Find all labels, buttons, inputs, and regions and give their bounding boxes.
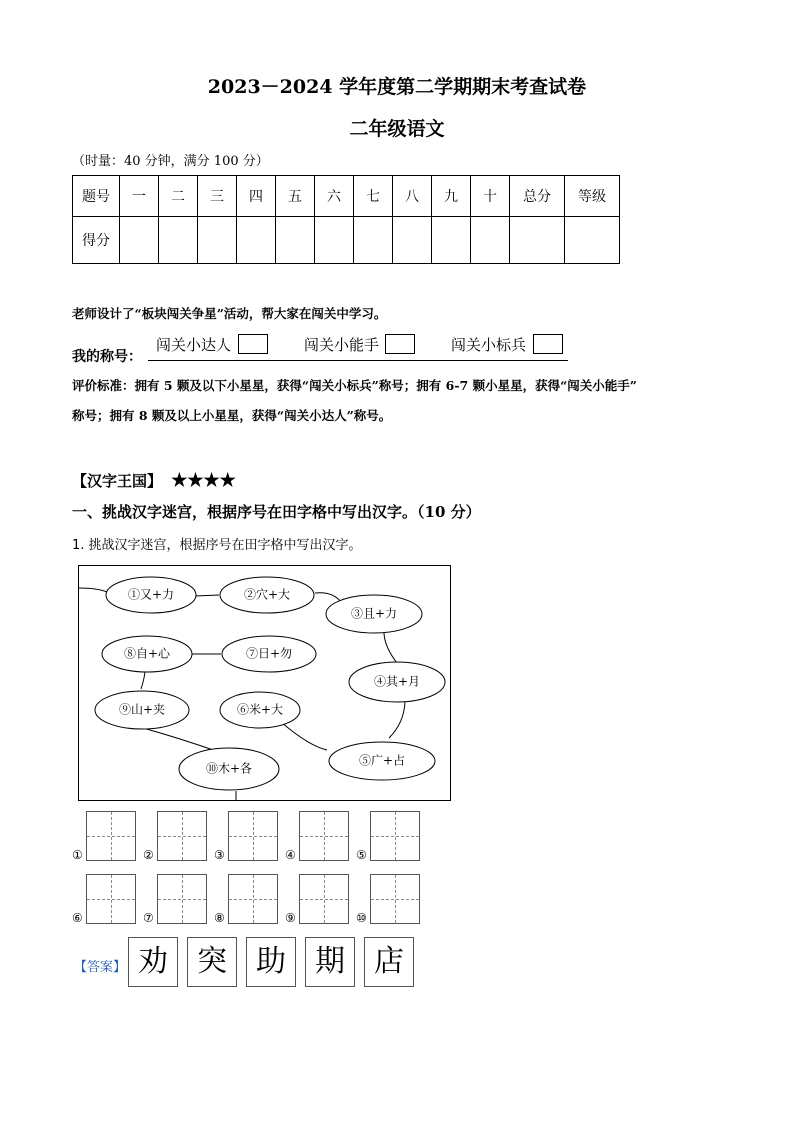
- title-checkbox-model[interactable]: [533, 334, 563, 354]
- grid-number: ⑨: [285, 911, 296, 925]
- score-cell[interactable]: [393, 217, 432, 264]
- exam-title: 2023－2024 学年度第二学期期末考查试卷: [207, 76, 587, 98]
- writing-grid-1[interactable]: [86, 811, 136, 861]
- title-option-model: 闯关小标兵: [451, 336, 527, 354]
- maze-node-label: ⑥米+大: [236, 702, 284, 717]
- answer-char: 店: [364, 937, 414, 987]
- maze-node-label: ③且+力: [350, 606, 398, 621]
- activity-intro: 老师设计了“板块闯关争星”活动，帮大家在闯关中学习。: [72, 306, 387, 321]
- grid-number: ⑤: [356, 848, 367, 862]
- writing-grid-2[interactable]: [157, 811, 207, 861]
- writing-grid-7[interactable]: [157, 874, 207, 924]
- score-cell[interactable]: [198, 217, 237, 264]
- score-row-label: 得分: [73, 217, 120, 264]
- maze-node-label: ⑤广+占: [358, 753, 406, 768]
- grid-number: ⑩: [356, 911, 367, 925]
- writing-grid-6[interactable]: [86, 874, 136, 924]
- exam-subtitle: 二年级语文: [349, 118, 445, 140]
- maze-path: [79, 588, 107, 592]
- score-cell[interactable]: [565, 217, 620, 264]
- score-table-score-row: [73, 217, 620, 264]
- maze-path: [281, 722, 327, 750]
- score-table-header-row: [73, 176, 620, 217]
- header-cell: 七: [354, 176, 393, 217]
- writing-grid-8[interactable]: [228, 874, 278, 924]
- header-cell: 六: [315, 176, 354, 217]
- section-heading: [72, 470, 236, 491]
- grid-number: ①: [72, 848, 83, 862]
- score-table: [72, 175, 620, 264]
- header-cell: 总分: [510, 176, 565, 217]
- grid-number: ⑥: [72, 911, 83, 925]
- grid-number: ⑦: [143, 911, 154, 925]
- maze-node-label: ⑦日+勿: [245, 646, 293, 661]
- answer-char: 突: [187, 937, 237, 987]
- maze-node-label: ⑨山+夹: [118, 702, 166, 717]
- maze-node-label: ⑧自+心: [123, 646, 171, 661]
- section-name: 【汉字王国】: [72, 472, 163, 490]
- criteria-line-2: 称号；拥有 8 颗及以上小星星，获得“闯关小达人”称号。: [72, 408, 392, 423]
- maze-drawing: [79, 566, 450, 800]
- exam-note: （时量：40 分钟，满分 100 分）: [72, 154, 269, 169]
- maze-path: [195, 595, 219, 596]
- maze-path: [384, 632, 397, 663]
- header-cell: 题号: [73, 176, 120, 217]
- header-cell: 一: [120, 176, 159, 217]
- header-cell: 五: [276, 176, 315, 217]
- score-cell[interactable]: [276, 217, 315, 264]
- header-cell: 四: [237, 176, 276, 217]
- score-cell[interactable]: [120, 217, 159, 264]
- header-cell: 二: [159, 176, 198, 217]
- writing-grid-3[interactable]: [228, 811, 278, 861]
- grid-number: ④: [285, 848, 296, 862]
- question-1-subtitle: 1. 挑战汉字迷宫，根据序号在田字格中写出汉字。: [72, 538, 362, 553]
- maze-path: [143, 728, 219, 752]
- header-cell: 八: [393, 176, 432, 217]
- score-cell[interactable]: [237, 217, 276, 264]
- criteria-line-1: 评价标准：拥有 5 颗及以下小星星，获得“闯关小标兵”称号；拥有 6-7 颗小星星，获得“闯关小能手”: [72, 378, 637, 393]
- title-underline: [148, 360, 568, 361]
- score-cell[interactable]: [510, 217, 565, 264]
- score-cell[interactable]: [159, 217, 198, 264]
- title-checkbox-expert[interactable]: [238, 334, 268, 354]
- maze-node-label: ①又+力: [127, 587, 175, 602]
- writing-grid-10[interactable]: [370, 874, 420, 924]
- score-cell[interactable]: [432, 217, 471, 264]
- score-cell[interactable]: [315, 217, 354, 264]
- writing-grid-5[interactable]: [370, 811, 420, 861]
- title-checkbox-capable[interactable]: [385, 334, 415, 354]
- header-cell: 十: [471, 176, 510, 217]
- header-cell: 三: [198, 176, 237, 217]
- answer-char: 期: [305, 937, 355, 987]
- grid-number: ⑧: [214, 911, 225, 925]
- title-option-expert: 闯关小达人: [156, 336, 232, 354]
- question-1-title: 一、挑战汉字迷宫，根据序号在田字格中写出汉字。（10 分）: [72, 503, 481, 521]
- score-cell[interactable]: [354, 217, 393, 264]
- my-title-label: 我的称号：: [72, 349, 142, 365]
- grid-number: ②: [143, 848, 154, 862]
- character-maze: [78, 565, 451, 801]
- grid-number: ③: [214, 848, 225, 862]
- header-cell: 九: [432, 176, 471, 217]
- writing-grid-4[interactable]: [299, 811, 349, 861]
- header-cell: 等级: [565, 176, 620, 217]
- maze-node-label: ④其+月: [373, 674, 421, 689]
- writing-grid-9[interactable]: [299, 874, 349, 924]
- answer-char: 劝: [128, 937, 178, 987]
- maze-node-label: ⑩木+各: [205, 761, 253, 776]
- score-cell[interactable]: [471, 217, 510, 264]
- maze-path: [389, 702, 405, 738]
- my-title-row: [72, 330, 572, 365]
- maze-node-label: ②穴+大: [243, 587, 291, 602]
- answer-label: 【答案】: [74, 960, 127, 975]
- star-rating: ★★★★: [171, 470, 236, 491]
- answer-char: 助: [246, 937, 296, 987]
- title-option-capable: 闯关小能手: [304, 336, 380, 354]
